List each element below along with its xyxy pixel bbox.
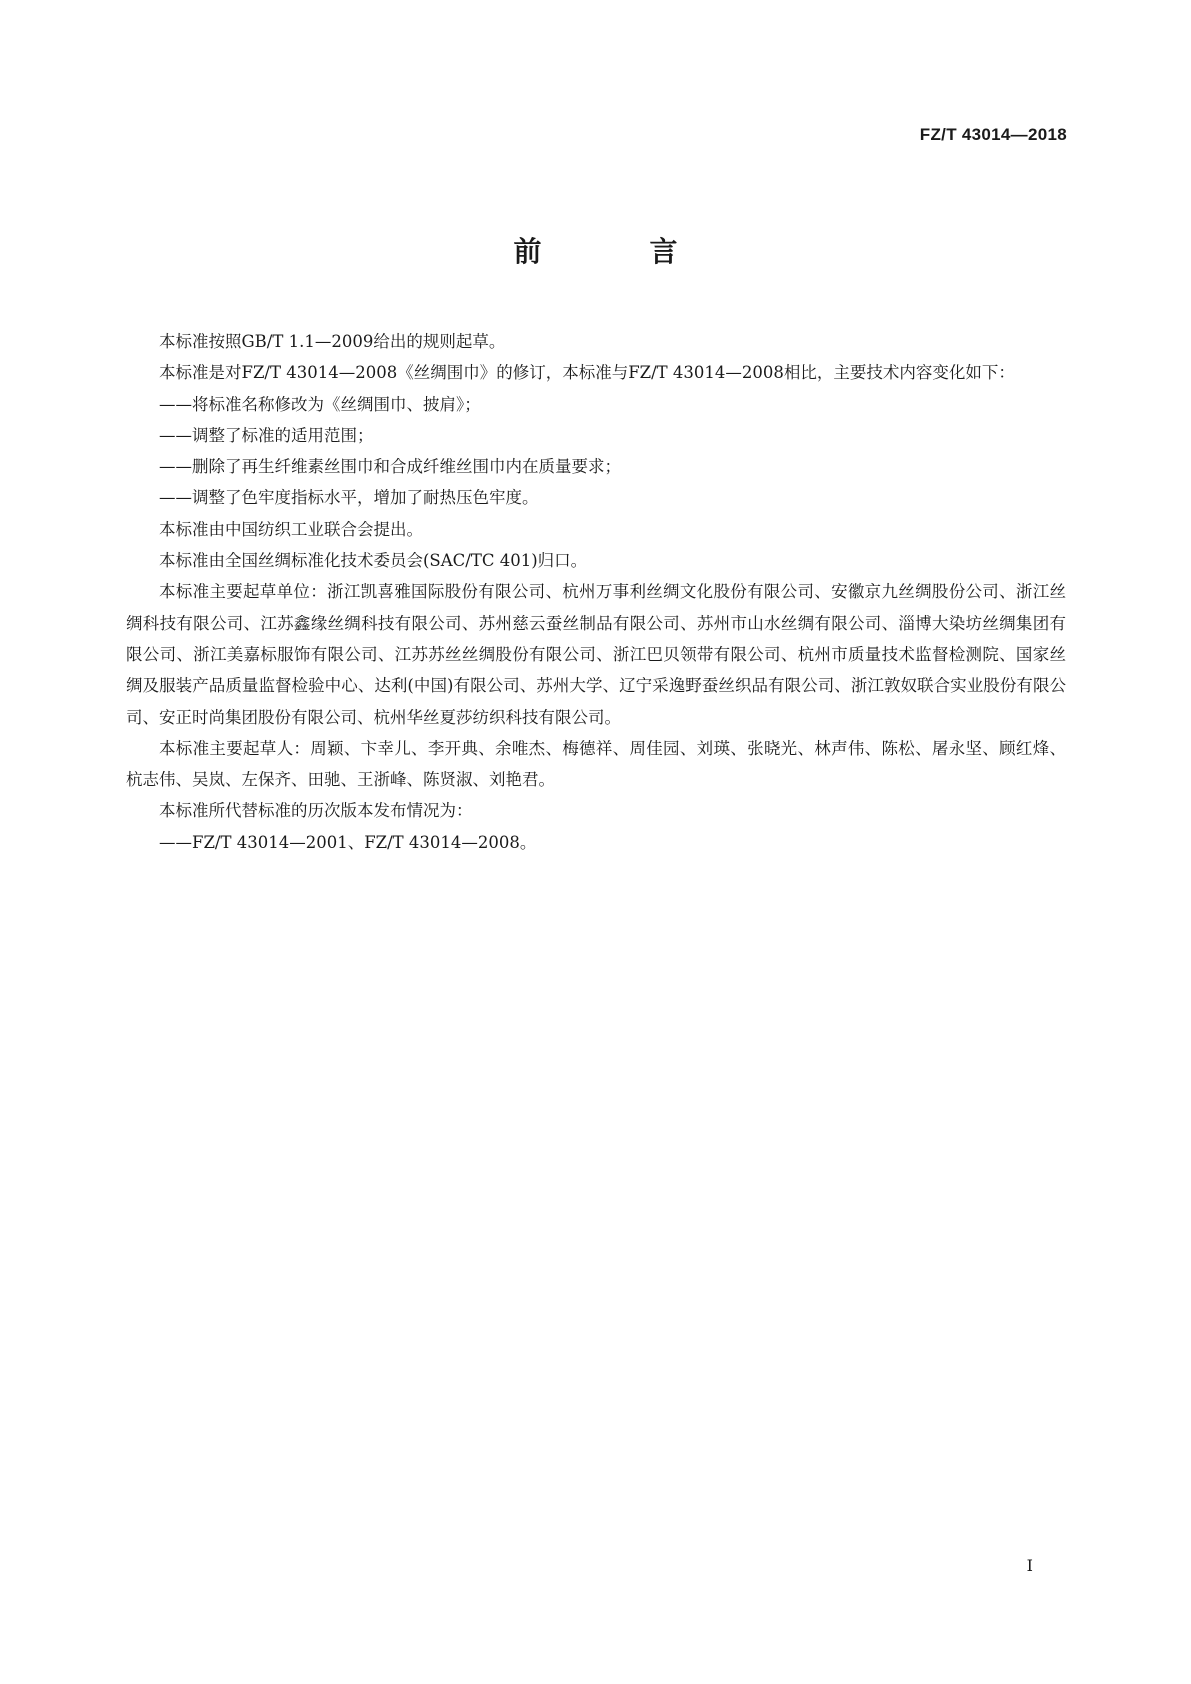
paragraph-previous-versions: 本标准所代替标准的历次版本发布情况为：: [159, 801, 473, 821]
list-item: ——调整了标准的适用范围；: [159, 425, 374, 445]
paragraph-drafting-rules: 本标准按照GB/T 1.1—2009给出的规则起草。: [159, 332, 506, 351]
standard-code: FZ/T 43014—2018: [919, 125, 1067, 144]
list-item: ——删除了再生纤维素丝围巾和合成纤维丝围巾内在质量要求；: [159, 457, 621, 477]
foreword-body: [126, 326, 1066, 858]
list-item: ——FZ/T 43014—2001、FZ/T 43014—2008。: [159, 832, 537, 852]
list-item: ——将标准名称修改为《丝绸围巾、披肩》；: [159, 394, 481, 414]
paragraph-revision-intro: 本标准是对FZ/T 43014—2008《丝绸围巾》的修订，本标准与FZ/T 43014—2008相比，主要技术内容变化如下：: [159, 363, 1015, 383]
paragraph-drafting-units: 本标准主要起草单位：浙江凯喜雅国际股份有限公司、杭州万事利丝绸文化股份有限公司、安徽京九丝绸股份公司、浙江丝绸科技有限公司、江苏鑫缘丝绸科技有限公司、苏州慈云蚕丝制品有限公司、苏州市山水丝绸有限公司、淄博大染坊丝绸集团有限公司、浙江美嘉标服饰有限公司、江苏苏丝丝绸股份有限公司、浙江巴贝领带有限公司、杭州市质量技术监督检测院、国家丝绸及服装产品质量监督检验中心、达利(中国)有限公司、苏州大学、辽宁采逸野蚕丝织品有限公司、浙江敦奴联合实业股份有限公司、安正时尚集团股份有限公司、杭州华丝夏莎纺织科技有限公司。: [126, 582, 1066, 727]
paragraph-proposer: 本标准由中国纺织工业联合会提出。: [159, 519, 423, 539]
paragraph-centralized: 本标准由全国丝绸标准化技术委员会(SAC/TC 401)归口。: [159, 551, 588, 571]
list-item: ——调整了色牢度指标水平，增加了耐热压色牢度。: [159, 488, 539, 508]
paragraph-drafters: 本标准主要起草人：周颖、卞幸儿、李开典、余唯杰、梅德祥、周佳园、刘瑛、张晓光、林声伟、陈松、屠永坚、顾红烽、杭志伟、吴岚、左保齐、田驰、王浙峰、陈贤淑、刘艳君。: [126, 738, 1066, 790]
page-number: I: [1026, 1556, 1033, 1575]
page-title: 前 言: [513, 235, 718, 268]
